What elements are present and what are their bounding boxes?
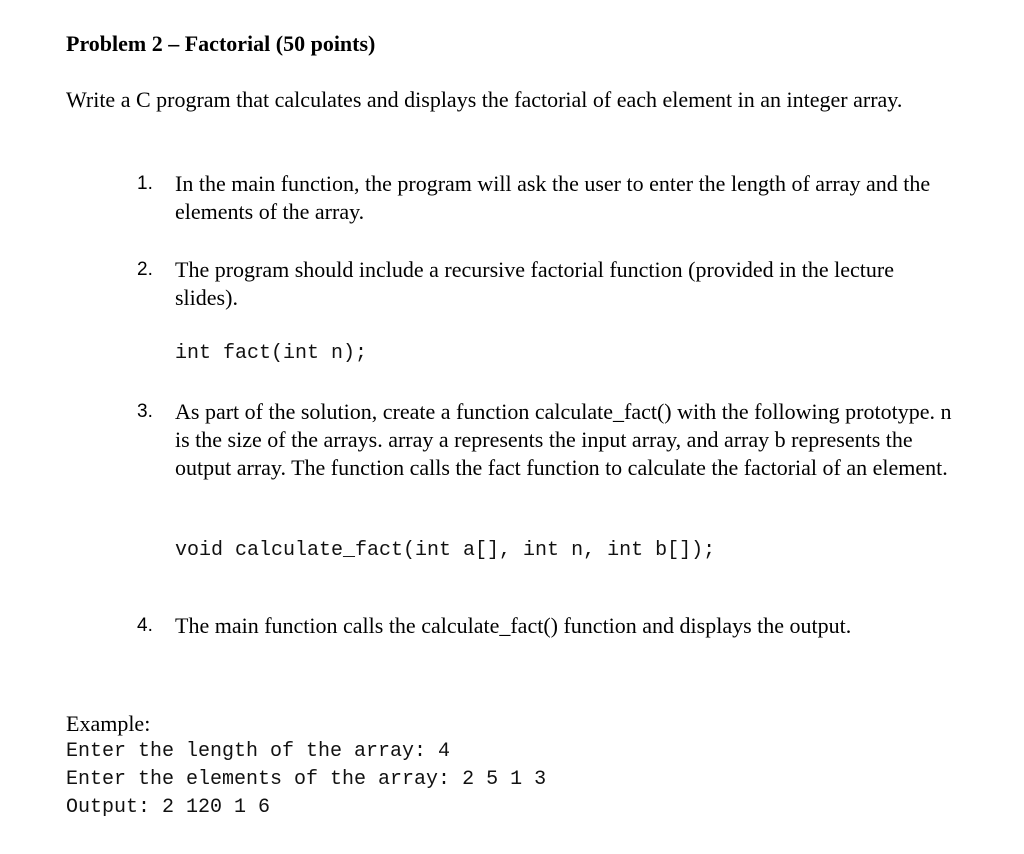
example-line-output: Output: 2 120 1 6 <box>66 796 271 819</box>
step-number: 2. <box>137 259 153 280</box>
problem-title: Problem 2 – Factorial (50 points) <box>66 31 376 56</box>
step-text: In the main function, the program will ask the user to enter the length of array and the elements of the array. <box>175 171 931 224</box>
calculate-fact-prototype-code: void calculate_fact(int a[], int n, int b[]); <box>175 539 716 562</box>
step-number: 1. <box>137 173 153 194</box>
problem-intro: Write a C program that calculates and displays the factorial of each element in an integer array. <box>66 87 903 112</box>
example-line-length: Enter the length of the array: 4 <box>66 740 451 763</box>
step-text: As part of the solution, create a function calculate_fact() with the following prototype. n is the size of the arrays. array a represents the input array, and array b represents the output array. The function calls the fact function to calculate the factorial of an element. <box>175 399 952 480</box>
step-item-2 <box>137 256 955 312</box>
step-item-4 <box>137 612 955 640</box>
step-item-1 <box>137 170 955 226</box>
step-text: The main function calls the calculate_fact() function and displays the output. <box>175 613 852 638</box>
step-text: The program should include a recursive factorial function (provided in the lecture slides). <box>175 257 895 310</box>
step-item-3 <box>137 398 955 482</box>
example-line-elements: Enter the elements of the array: 2 5 1 3 <box>66 768 547 791</box>
example-label: Example: <box>66 711 151 736</box>
step-number: 3. <box>137 401 153 422</box>
fact-prototype-code: int fact(int n); <box>175 342 368 365</box>
step-number: 4. <box>137 615 153 636</box>
